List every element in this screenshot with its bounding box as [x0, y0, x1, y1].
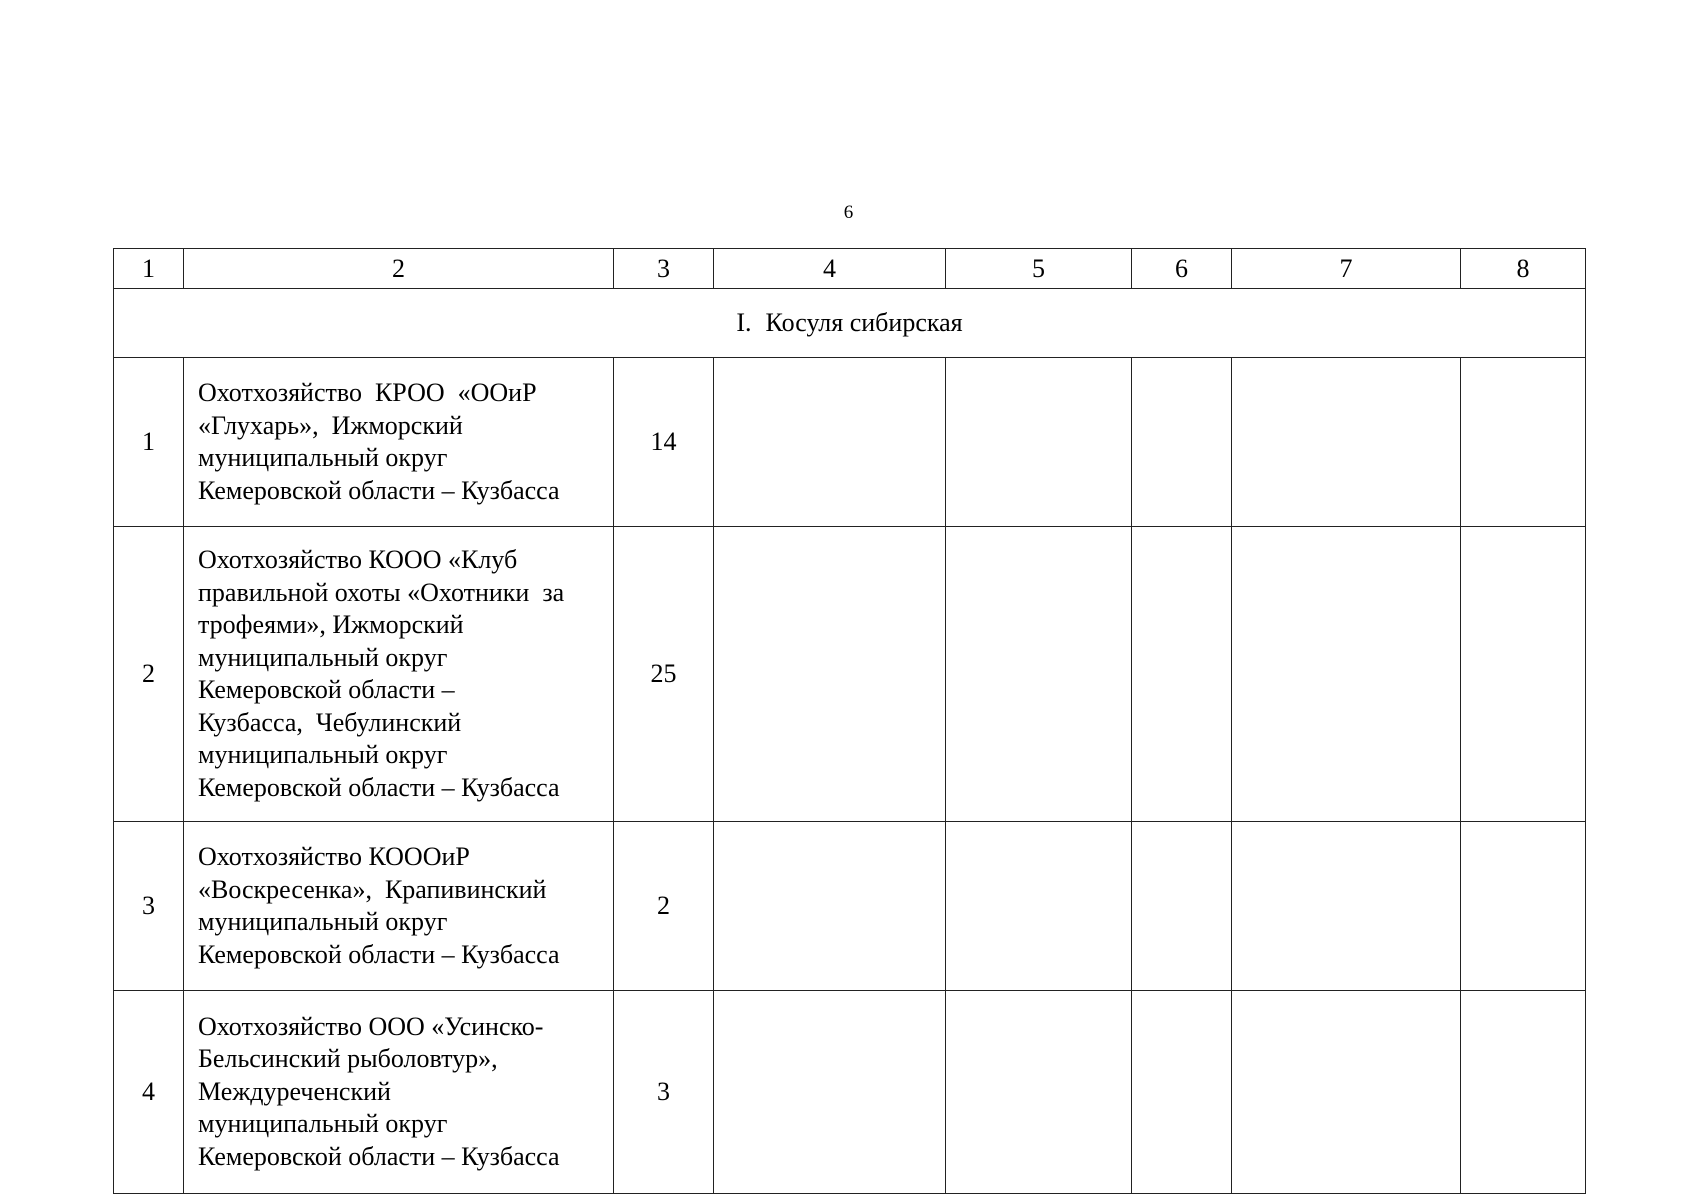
table-row: [114, 991, 1586, 1194]
table-header-row: [114, 249, 1586, 289]
page-number: 6: [843, 202, 854, 223]
hunting-ground-name-line: Бельсинский рыболовтур»,: [198, 1044, 498, 1074]
section-number: I.: [736, 307, 752, 337]
hunting-ground-name-line: «Глухарь», Ижморский: [198, 410, 463, 440]
column-header: 8: [1461, 249, 1586, 289]
hunting-ground-name-line: Кузбасса, Чебулинский: [198, 707, 462, 737]
empty-cell-col-6: [1132, 822, 1232, 991]
hunting-ground-name-line: Кемеровской области – Кузбасса: [198, 939, 560, 969]
hunting-ground-cell: [184, 991, 614, 1194]
hunting-ground-cell: [184, 527, 614, 822]
hunting-ground-name-line: муниципальный округ: [198, 642, 448, 672]
empty-cell-col-5: [946, 358, 1132, 527]
empty-cell-col-4: [714, 991, 946, 1194]
empty-cell-col-7: [1232, 358, 1461, 527]
section-title: Косуля сибирская: [765, 307, 963, 337]
empty-cell-col-8: [1461, 822, 1586, 991]
hunting-ground-cell: [184, 822, 614, 991]
empty-cell-col-5: [946, 991, 1132, 1194]
empty-cell-col-4: [714, 527, 946, 822]
hunting-ground-name-line: «Воскресенка», Крапивинский: [198, 874, 547, 904]
row-number-cell: 4: [114, 991, 184, 1194]
hunting-ground-name-line: трофеями», Ижморский: [198, 610, 464, 639]
table-body: [114, 358, 1586, 1194]
hunting-ground-cell: [184, 358, 614, 527]
empty-cell-col-6: [1132, 527, 1232, 822]
hunting-ground-name-line: Охотхозяйство КОООиР: [198, 842, 470, 871]
empty-cell-col-7: [1232, 527, 1461, 822]
column-header: 3: [614, 249, 714, 289]
section-row: [114, 289, 1586, 358]
hunting-ground-name-line: муниципальный округ: [198, 443, 448, 472]
quantity-cell: 14: [614, 358, 714, 527]
empty-cell-col-5: [946, 822, 1132, 991]
empty-cell-col-4: [714, 358, 946, 527]
hunting-ground-name-line: Охотхозяйство КООО «Клуб: [198, 545, 518, 574]
empty-cell-col-8: [1461, 358, 1586, 527]
column-header: 2: [184, 249, 614, 289]
hunting-ground-name-line: Кемеровской области – Кузбасса: [198, 772, 560, 802]
quantity-cell: 25: [614, 527, 714, 822]
column-header: 6: [1132, 249, 1232, 289]
section-heading: [114, 289, 1586, 358]
hunting-ground-name-line: муниципальный округ: [198, 907, 448, 936]
quantity-cell: 2: [614, 822, 714, 991]
hunting-ground-name-line: правильной охоты «Охотники за: [198, 577, 565, 607]
column-header: 7: [1232, 249, 1461, 289]
empty-cell-col-7: [1232, 991, 1461, 1194]
data-table: [113, 248, 1586, 1194]
empty-cell-col-8: [1461, 991, 1586, 1194]
column-header: 1: [114, 249, 184, 289]
column-header: 4: [714, 249, 946, 289]
empty-cell-col-6: [1132, 991, 1232, 1194]
table-row: [114, 527, 1586, 822]
hunting-ground-name-line: Кемеровской области – Кузбасса: [198, 475, 560, 505]
hunting-ground-name-line: муниципальный округ: [198, 1109, 448, 1139]
hunting-ground-name-line: Охотхозяйство ООО «Усинско-: [198, 1011, 544, 1041]
empty-cell-col-6: [1132, 358, 1232, 527]
hunting-ground-name-line: Кемеровской области –: [198, 675, 455, 704]
empty-cell-col-8: [1461, 527, 1586, 822]
empty-cell-col-4: [714, 822, 946, 991]
empty-cell-col-5: [946, 527, 1132, 822]
table-row: [114, 358, 1586, 527]
hunting-ground-name-line: Кемеровской области – Кузбасса: [198, 1141, 560, 1171]
hunting-ground-name-line: муниципальный округ: [198, 740, 448, 769]
row-number-cell: 2: [114, 527, 184, 822]
quantity-cell: 3: [614, 991, 714, 1194]
hunting-ground-name-line: Междуреченский: [198, 1076, 391, 1106]
column-header: 5: [946, 249, 1132, 289]
empty-cell-col-7: [1232, 822, 1461, 991]
row-number-cell: 3: [114, 822, 184, 991]
row-number-cell: 1: [114, 358, 184, 527]
hunting-ground-name-line: Охотхозяйство КРОО «ООиР: [198, 378, 537, 407]
table-row: [114, 822, 1586, 991]
